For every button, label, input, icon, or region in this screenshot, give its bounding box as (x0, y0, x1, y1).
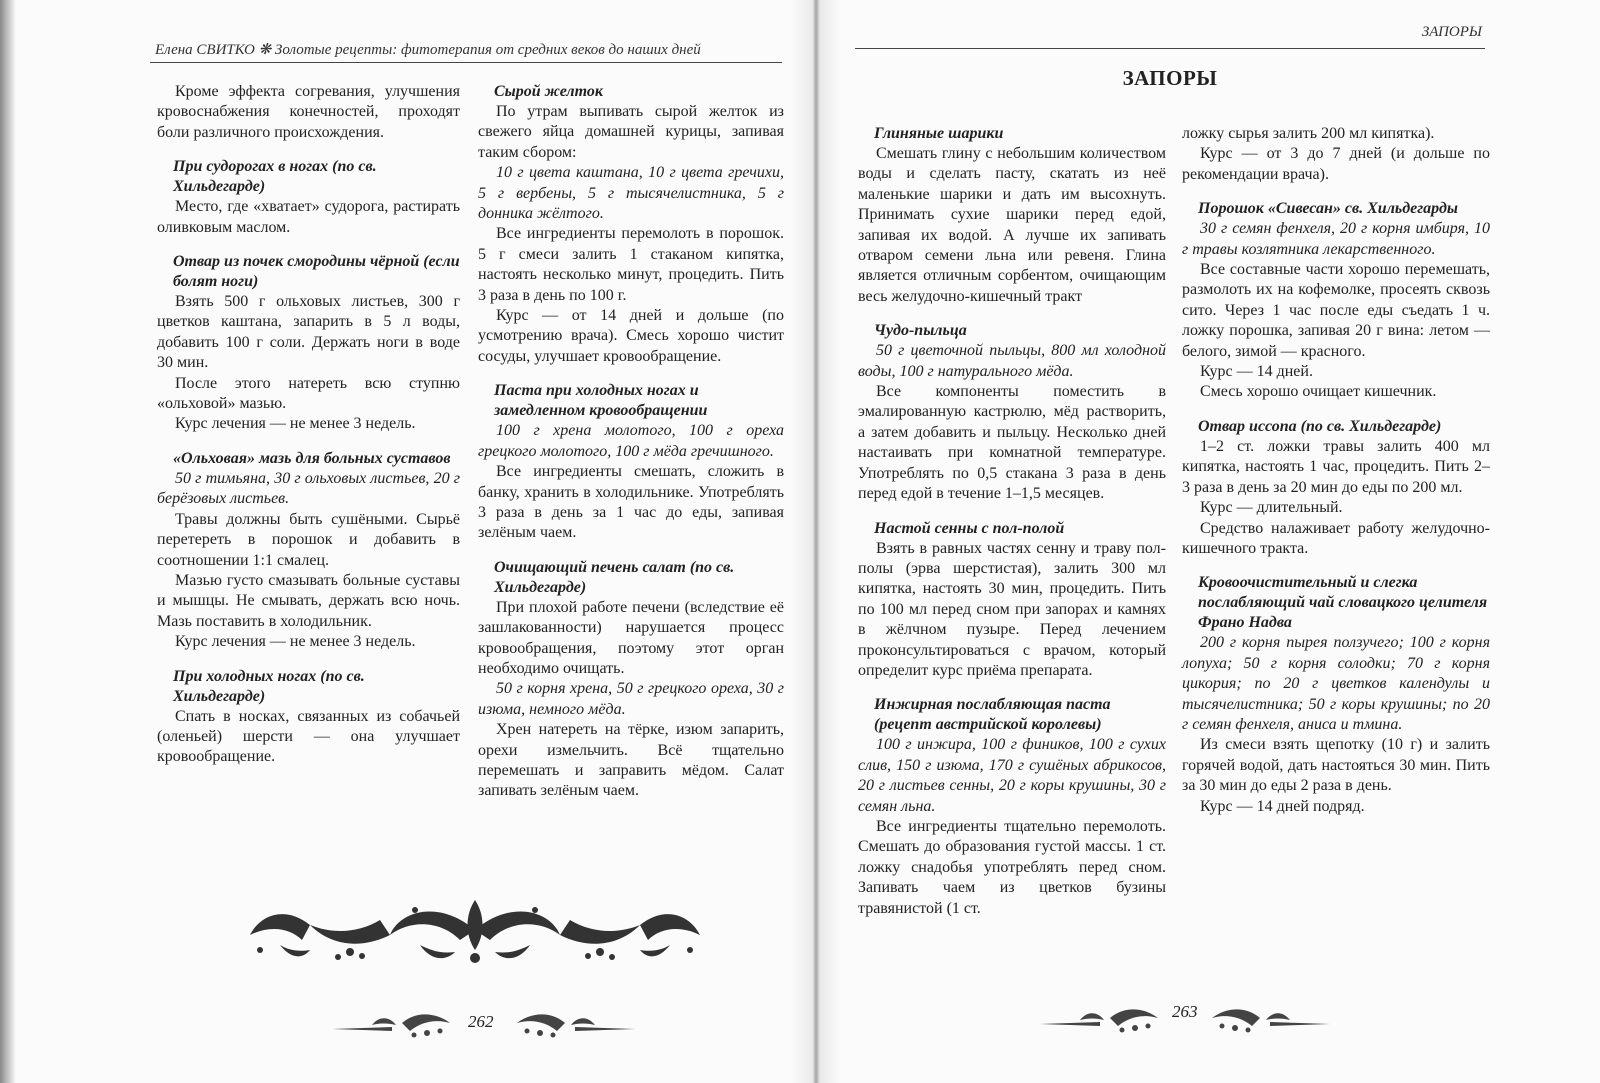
body-paragraph: Спать в носках, связанных из собачьей (оленьей) шерсти — она улучшает кровообращение. (157, 707, 460, 766)
right-running-head: ЗАПОРЫ (1421, 24, 1482, 40)
left-page-number: 262 (468, 1012, 494, 1031)
floral-ornament-icon (240, 890, 710, 970)
body-paragraph: 1–2 ст. ложки травы залить 400 мл кипятка, настоять 1 час, процедить. Пить 2–3 раза в день за 20 мин до еды по 200 мл. (1182, 437, 1490, 496)
body-paragraph: Кроме эффекта согревания, улучшения кровоснабжения конечностей, проходят боли различного происхождения. (157, 83, 460, 141)
right-column-1 (858, 124, 1166, 919)
recipe-title: Порошок «Сивесан» св. Хильдегарды (1198, 200, 1458, 218)
recipe-title: Инжирная послабляющая паста (рецепт австрийской королевы) (874, 696, 1111, 734)
body-paragraph: Смесь хорошо очищает кишечник. (1200, 383, 1437, 401)
body-paragraph: ложку сырья залить 200 мл кипятка). (1182, 125, 1435, 142)
left-column-2 (478, 82, 784, 802)
body-paragraph: Все составные части хорошо перемешать, размолоть их на кофемолке, просеять сквозь сито. Через 1 час после еды съедать 1 ч. ложку порошка, запивая 20 г вина: летом — белого, зимой — красного. (1182, 261, 1490, 360)
recipe-title: Отвар из почек смородины чёрной (если болят ноги) (173, 253, 460, 291)
body-paragraph: Взять в равных частях сенну и траву пол-полы (эрва шерстистая), залить 300 мл кипятка, настоять 30 мин, процедить. Пить по 100 мл перед сном при запорах и камнях в жёлчном пузыре. Перед лечением проконсультироваться с врачом, который определит курс приёма препарата. (858, 539, 1166, 679)
recipe-title: При судорогах в ногах (по св. Хильдегарде) (173, 158, 377, 196)
ingredients-text: 50 г корня хрена, 50 г грецкого ореха, 30 г изюма, немного мёда. (478, 680, 784, 718)
page-number-ornament-icon (1205, 1000, 1330, 1036)
right-head-rule (855, 48, 1485, 49)
page-number-ornament-icon (1040, 1000, 1165, 1036)
left-head-rule (150, 62, 782, 63)
body-paragraph: После этого натереть всю ступню «ольховой» мазью. (157, 374, 460, 413)
recipe-title: Очищающий печень салат (по св. Хильдегарде) (494, 558, 735, 596)
body-paragraph: Место, где «хватает» судорога, растирать оливковым маслом. (157, 198, 460, 236)
body-paragraph: Курс — длительный. (1200, 499, 1343, 517)
body-paragraph: Курс — 14 дней. (1200, 363, 1313, 381)
right-page-number: 263 (1172, 1002, 1198, 1021)
body-paragraph: Смешать глину с небольшим количеством воды и сделать пасту, скатать из неё маленькие шарики и дать им высохнуть. Принимать сухие шарики перед едой, запивая их водой. А лучше их запивать отваром семени льна или ревеня. Глина является отличным сорбентом, очищающим весь желудочно-кишечный тракт (858, 145, 1166, 305)
body-paragraph: По утрам выпивать сырой желток из свежего яйца домашней курицы, запивая таким сбором: (478, 103, 784, 161)
body-paragraph: Курс — от 14 дней и дольше (по усмотрению врача). Смесь хорошо чистит сосуды, улучшает кровообращение. (478, 307, 784, 365)
ingredients-text: 10 г цвета каштана, 10 г цвета гречихи, 5 г вербены, 5 г тысячелистника, 5 г донника жёлтого. (478, 164, 784, 223)
body-paragraph: Из смеси взять щепотку (10 г) и залить горячей водой, дать настояться 30 мин. Пить за 30 мин до еды 2 раза в день. (1182, 736, 1490, 795)
body-paragraph: Курс лечения — не менее 3 недель. (175, 415, 416, 433)
body-paragraph: Мазью густо смазывать больные суставы и мышцы. Не смывать, держать всю ночь. Мазь поставить в холодильник. (157, 571, 460, 630)
ingredients-text: 30 г семян фенхеля, 20 г корня имбиря, 10 г травы козлятника лекарственного. (1182, 220, 1490, 258)
body-paragraph: Хрен натереть на тёрке, изюм запарить, орехи измельчить. Всё тщательно перемешать и заправить мёдом. Салат запивать зелёным чаем. (478, 721, 784, 800)
body-paragraph: Все ингредиенты смешать, сложить в банку, хранить в холодильнике. Употреблять 3 раза в день за 1 час до еды, запивая зелёным чаем. (478, 463, 784, 542)
chapter-title: ЗАПОРЫ (1122, 66, 1218, 90)
ingredients-text: 100 г хрена молотого, 100 г ореха грецкого молотого, 100 г мёда гречишного. (478, 422, 784, 460)
recipe-title: Настой сенны с пол-полой (874, 519, 1065, 537)
body-paragraph: Курс — 14 дней подряд. (1200, 797, 1365, 815)
page-number-ornament-icon (510, 1005, 635, 1041)
left-running-head: Елена СВИТКО ❋ Золотые рецепты: фитотерапия от средних веков до наших дней (155, 42, 701, 58)
page-number-ornament-icon (332, 1005, 457, 1041)
recipe-title: «Ольховая» мазь для больных суставов (173, 449, 451, 467)
ingredients-text: 50 г цветочной пыльцы, 800 мл холодной воды, 100 г натурального мёда. (858, 342, 1166, 380)
recipe-title: Отвар иссопа (по св. Хильдегарде) (1198, 417, 1442, 435)
ingredients-text: 50 г тимьяна, 30 г ольховых листьев, 20 г берёзовых листьев. (157, 469, 460, 508)
recipe-title: Чудо-пыльца (874, 322, 967, 340)
recipe-title: Кровоочистительный и слегка послабляющий чай словацкого целителя Франо Надва (1198, 574, 1488, 632)
recipe-title: Глиняные шарики (874, 125, 1004, 142)
recipe-title: При холодных ногах (по св. Хильдегарде) (173, 667, 365, 705)
body-paragraph: Курс — от 3 до 7 дней (и дольше по рекомендации врача). (1182, 145, 1490, 183)
left-column-1 (157, 82, 460, 768)
body-paragraph: Все ингредиенты перемолоть в порошок. 5 г смеси залить 1 стаканом кипятка, настоять несколько минут, процедить. Пить 3 раза в день по 100 г. (478, 225, 784, 304)
body-paragraph: Все компоненты поместить в эмалированную кастрюлю, мёд растворить, а затем добавить и пыльцу. Несколько дней настаивать при комнатной температуре. Употреблять по 0,5 стакана 3 раза в день перед едой в течение 1–1,5 месяцев. (858, 383, 1166, 503)
body-paragraph: При плохой работе печени (вследствие её зашлакованности) нарушается процесс кровообращения, поэтому этот орган необходимо очищать. (478, 598, 784, 677)
body-paragraph: Травы должны быть сушёными. Сырьё перетереть в порошок и добавить в соотношении 1:1 смалец. (157, 510, 460, 569)
right-column-2 (1182, 124, 1490, 817)
body-paragraph: Курс лечения — не менее 3 недель. (175, 633, 416, 651)
recipe-title: Сырой желток (494, 83, 603, 100)
body-paragraph: Средство налаживает работу желудочно-кишечного тракта. (1182, 519, 1490, 557)
ingredients-text: 200 г корня пырея ползучего; 100 г корня лопуха; 50 г корня солодки; 70 г корня цикория; по 20 г цветков календулы и тысячелистника; 50 г коры крушины; по 20 г семян фенхеля, аниса и тмина. (1182, 634, 1490, 733)
body-paragraph: Все ингредиенты тщательно перемолоть. Смешать до образования густой массы. 1 ст. ложку снадобья употреблять перед сном. Запивать чаем из цветков бузины травянистой (1 ст. (858, 817, 1166, 917)
ingredients-text: 100 г инжира, 100 г фиников, 100 г сухих слив, 150 г изюма, 170 г сушёных абрикосов, 20 г листьев сенны, 20 г коры крушины, 30 г семян льна. (858, 736, 1166, 815)
recipe-title: Паста при холодных ногах и замедленном кровообращении (494, 382, 708, 420)
body-paragraph: Взять 500 г ольховых листьев, 300 г цветков каштана, запарить в 5 л воды, добавить 100 г соли. Держать ноги в воде 30 мин. (157, 293, 460, 372)
